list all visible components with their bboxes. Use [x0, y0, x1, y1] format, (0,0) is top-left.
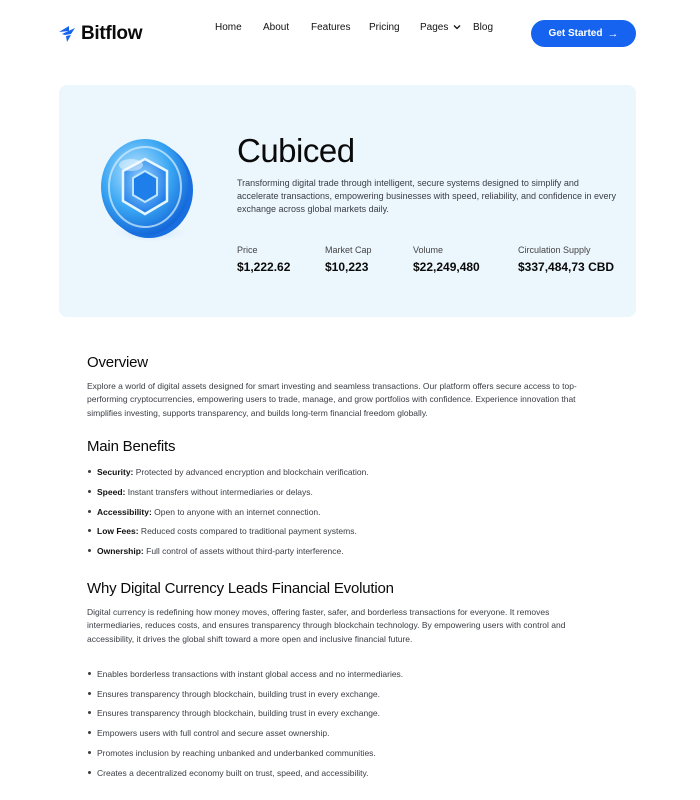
arrow-right-icon: →	[607, 27, 619, 40]
why-list	[87, 668, 607, 787]
nav-home[interactable]: Home	[215, 21, 242, 33]
benefit-term: Low Fees:	[97, 526, 139, 537]
coin-hero-card	[59, 85, 636, 317]
benefit-text: Full control of assets without third-party interference.	[143, 546, 344, 557]
stat-circulation-supply	[518, 245, 614, 274]
nav-pages-label: Pages	[420, 21, 449, 33]
list-item: Ensures transparency through blockchain, building trust in every exchange.	[87, 707, 607, 727]
site-header	[0, 0, 700, 68]
nav-about[interactable]: About	[263, 21, 290, 33]
overview-section	[87, 354, 607, 420]
benefit-term: Ownership:	[97, 546, 144, 557]
overview-heading: Overview	[87, 354, 148, 371]
stat-value: $22,249,480	[413, 260, 480, 274]
list-item	[87, 486, 369, 506]
benefits-section	[87, 438, 369, 565]
coin-description: Transforming digital trade through intelligent, secure systems designed to simplify and accelerate transactions, empowering businesses with speed, reliability, and confidence in every exchange across global markets daily.	[237, 178, 617, 214]
benefit-text: Reduced costs compared to traditional payment systems.	[138, 526, 357, 537]
why-section	[87, 580, 607, 787]
list-item: Empowers users with full control and secure asset ownership.	[87, 727, 607, 747]
list-item	[87, 466, 369, 486]
bitflow-logo-icon	[59, 26, 75, 42]
benefit-term: Speed:	[97, 486, 126, 497]
stat-label: Circulation Supply	[518, 245, 591, 255]
stat-value: $10,223	[325, 260, 369, 274]
stat-label: Price	[237, 245, 258, 255]
list-item: Promotes inclusion by reaching unbanked and underbanked communities.	[87, 747, 607, 767]
benefits-list	[87, 466, 369, 565]
get-started-button[interactable]	[531, 20, 636, 47]
list-item: Creates a decentralized economy built on trust, speed, and accessibility.	[87, 767, 607, 787]
benefit-text: Protected by advanced encryption and blockchain verification.	[133, 467, 369, 477]
list-item	[87, 545, 369, 565]
nav-features[interactable]: Features	[311, 21, 351, 33]
stat-label: Market Cap	[325, 245, 372, 255]
why-heading: Why Digital Currency Leads Financial Evolution	[87, 580, 394, 597]
benefit-text: Open to anyone with an internet connection.	[151, 506, 321, 517]
nav-pages-dropdown[interactable]	[420, 22, 461, 33]
stat-volume	[413, 245, 480, 274]
stat-market-cap	[325, 245, 372, 274]
chevron-down-icon	[453, 23, 461, 31]
stat-price	[237, 245, 290, 274]
why-text: Digital currency is redefining how money moves, offering faster, safer, and borderless transactions for everyone. It removes intermediaries, reduces costs, and ensures transparency through blockchain technology. By empowering users with control and accessibility, it drives the global shift toward a more open and inclusive financial future.	[87, 607, 566, 644]
list-item: Enables borderless transactions with instant global access and no intermediaries.	[87, 668, 607, 688]
benefit-text: Instant transfers without intermediaries or delays.	[125, 486, 313, 497]
nav-pricing[interactable]: Pricing	[369, 21, 400, 33]
stat-value: $1,222.62	[237, 260, 291, 274]
list-item	[87, 506, 369, 526]
get-started-label: Get Started	[548, 28, 603, 39]
coin-title: Cubiced	[237, 132, 355, 169]
list-item: Ensures transparency through blockchain, building trust in every exchange.	[87, 688, 607, 708]
benefit-term: Accessibility:	[97, 506, 152, 517]
list-item	[87, 525, 369, 545]
nav-blog[interactable]: Blog	[473, 21, 494, 33]
benefit-term: Security:	[97, 467, 134, 477]
benefits-heading: Main Benefits	[87, 438, 176, 455]
brand-name: Bitflow	[81, 23, 143, 44]
crypto-coin-image	[95, 137, 197, 245]
brand-logo[interactable]	[59, 23, 142, 45]
stat-value: $337,484,73 CBD	[518, 260, 615, 274]
stat-label: Volume	[413, 245, 444, 255]
overview-text: Explore a world of digital assets designed for smart investing and seamless transactions. Our platform offers secure access to top-performing cryptocurrencies, empowering users to trade, manage, and grow portfolios with confidence. Experience innovation that simplifies investing, supports transparency, and builds long-term financial freedom globally.	[87, 381, 577, 418]
